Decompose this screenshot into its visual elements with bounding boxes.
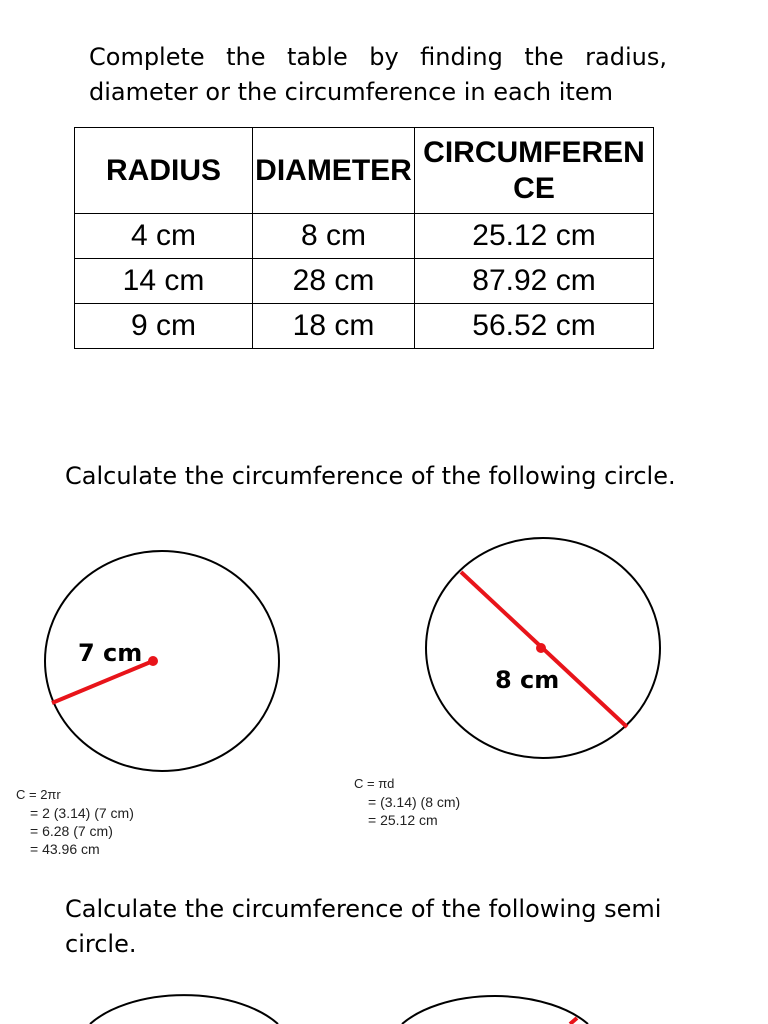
cell-radius: 14 cm [75,259,253,304]
solution-formula: C = πd [354,776,395,791]
cell-radius: 9 cm [75,304,253,349]
cell-circumference: 25.12 cm [415,214,654,259]
semicircle-instruction-line-2: circle. [65,930,137,958]
header-circumference: CIRCUMFERENCE [415,128,654,214]
semicircle-instruction-line-1: Calculate the circumference of the following semi [65,895,662,923]
cell-diameter: 8 cm [253,214,415,259]
header-radius: RADIUS [75,128,253,214]
circle1-solution [16,786,134,858]
solution-step: = (3.14) (8 cm) [368,794,461,810]
radius-line [52,661,153,703]
cell-circumference: 56.52 cm [415,304,654,349]
solution-step: = 43.96 cm [30,841,100,857]
cell-circumference: 87.92 cm [415,259,654,304]
table-instruction-line-1: Complete the table by finding the radius, [89,43,667,71]
table-instruction-line-2: diameter or the circumference in each item [89,78,613,106]
center-dot [148,656,158,666]
cell-radius: 4 cm [75,214,253,259]
semicircle-instruction [65,892,665,962]
radius-label: 7 cm [78,639,143,667]
cell-diameter: 18 cm [253,304,415,349]
solution-formula: C = 2πr [16,787,61,802]
semicircle-diameter-line [570,1018,577,1024]
cell-diameter: 28 cm [253,259,415,304]
diameter-label: 8 cm [495,666,560,694]
circle2-solution [354,775,461,829]
header-diameter: DIAMETER [253,128,415,214]
circle-instruction: Calculate the circumference of the following circle. [65,462,676,490]
solution-step: = 6.28 (7 cm) [30,823,113,839]
solution-step: = 2 (3.14) (7 cm) [30,805,134,821]
semicircle-1 [90,995,278,1024]
solution-step: = 25.12 cm [368,812,438,828]
center-dot [536,643,546,653]
semicircle-2 [402,996,588,1024]
